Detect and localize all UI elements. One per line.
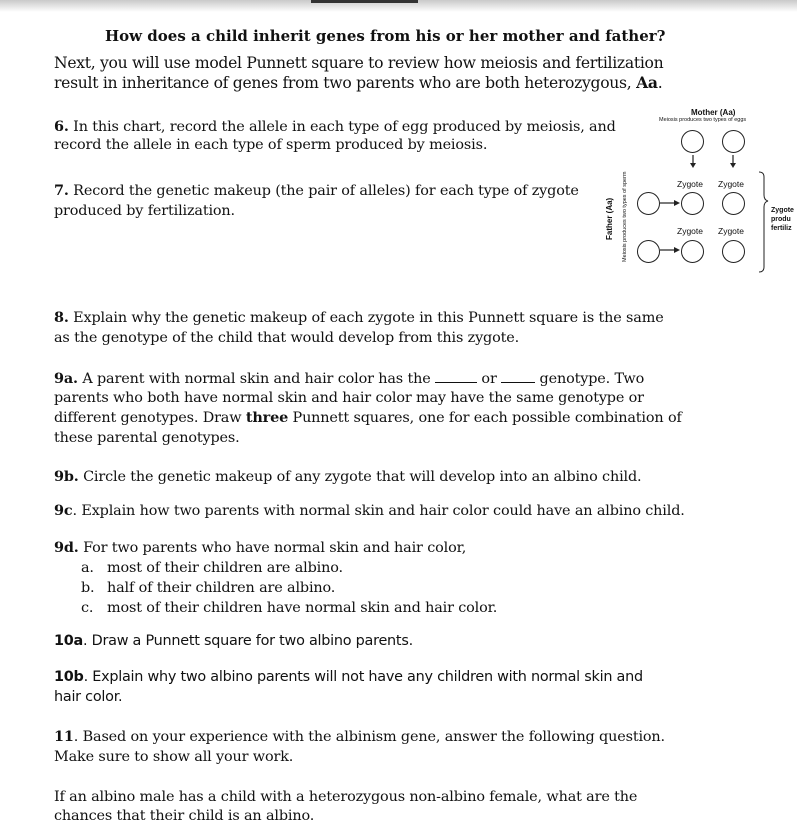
zygote-label-2: Zygote	[718, 179, 744, 189]
question-9a-line-2: parents who both have normal skin and hair color may have the same genotype or	[54, 390, 644, 406]
top-bar	[311, 0, 418, 3]
question-9d-item-b: b. half of their children are albino.	[81, 580, 336, 596]
question-9c: 9c. Explain how two parents with normal skin and hair color could have an albino child.	[54, 502, 685, 519]
zygote-circle-1[interactable]	[681, 192, 704, 215]
question-11-line-2: Make sure to show all your work.	[54, 749, 294, 765]
mother-meiosis-note: Meiosis produces two types of eggs	[659, 117, 747, 123]
zygote-brace-note: Zygote produ fertiliz	[771, 207, 794, 232]
question-9d: 9d. For two parents who have normal skin and hair color,	[54, 539, 467, 556]
genotype-blank-2[interactable]	[501, 370, 535, 383]
question-9a-line-4: these parental genotypes.	[54, 430, 240, 446]
question-8-line-2: as the genotype of the child that would develop from this zygote.	[54, 330, 520, 346]
question-7-line-2: produced by fertilization.	[54, 203, 235, 219]
question-11-line-1: 11. Based on your experience with the albinism gene, answer the following question.	[54, 728, 665, 745]
final-question-line-1: If an albino male has a child with a heterozygous non-albino female, what are the	[54, 789, 638, 805]
genotype-blank-1[interactable]	[435, 370, 477, 383]
intro-line-2: result in inheritance of genes from two parents who are both heterozygous, Aa.	[54, 73, 663, 92]
zygote-label-3: Zygote	[677, 226, 703, 236]
question-10a: 10a. Draw a Punnett square for two albino parents.	[54, 633, 413, 649]
sperm-circle-2[interactable]	[637, 240, 660, 263]
zygote-label-4: Zygote	[718, 226, 744, 236]
father-meiosis-note: Meiosis produces two types of sperm	[622, 171, 628, 262]
question-9d-item-c: c. most of their children have normal skin and hair color.	[81, 600, 498, 616]
intro-line-1: Next, you will use model Punnett square to review how meiosis and fertilization	[54, 54, 664, 72]
question-10b-line-1: 10b. Explain why two albino parents will not have any children with normal skin and	[54, 669, 643, 685]
question-9a-line-1: 9a. A parent with normal skin and hair color has the or genotype. Two	[54, 370, 645, 387]
zygote-circle-2[interactable]	[722, 192, 745, 215]
father-label: Father (Aa)	[605, 197, 614, 240]
zygote-circle-3[interactable]	[681, 240, 704, 263]
page-title: How does a child inherit genes from his or her mother and father?	[105, 27, 666, 45]
final-question-line-2: chances that their child is an albino.	[54, 808, 315, 824]
question-9b: 9b. Circle the genetic makeup of any zygote that will develop into an albino child.	[54, 468, 642, 485]
question-7-line-1: 7. Record the genetic makeup (the pair of alleles) for each type of zygote	[54, 182, 579, 199]
question-9a-line-3: different genotypes. Draw three Punnett squares, one for each possible combination of	[54, 409, 682, 426]
question-6-line-1: 6. In this chart, record the allele in each type of egg produced by meiosis, and	[54, 118, 616, 135]
zygote-circle-4[interactable]	[722, 240, 745, 263]
mother-label: Mother (Aa)	[691, 108, 736, 117]
question-9d-item-a: a. most of their children are albino.	[81, 560, 343, 576]
question-6-line-2: record the allele in each type of sperm produced by meiosis.	[54, 137, 488, 153]
question-8-line-1: 8. Explain why the genetic makeup of each zygote in this Punnett square is the same	[54, 309, 664, 326]
sperm-circle-1[interactable]	[637, 192, 660, 215]
question-10b-line-2: hair color.	[54, 689, 123, 705]
zygote-label-1: Zygote	[677, 179, 703, 189]
